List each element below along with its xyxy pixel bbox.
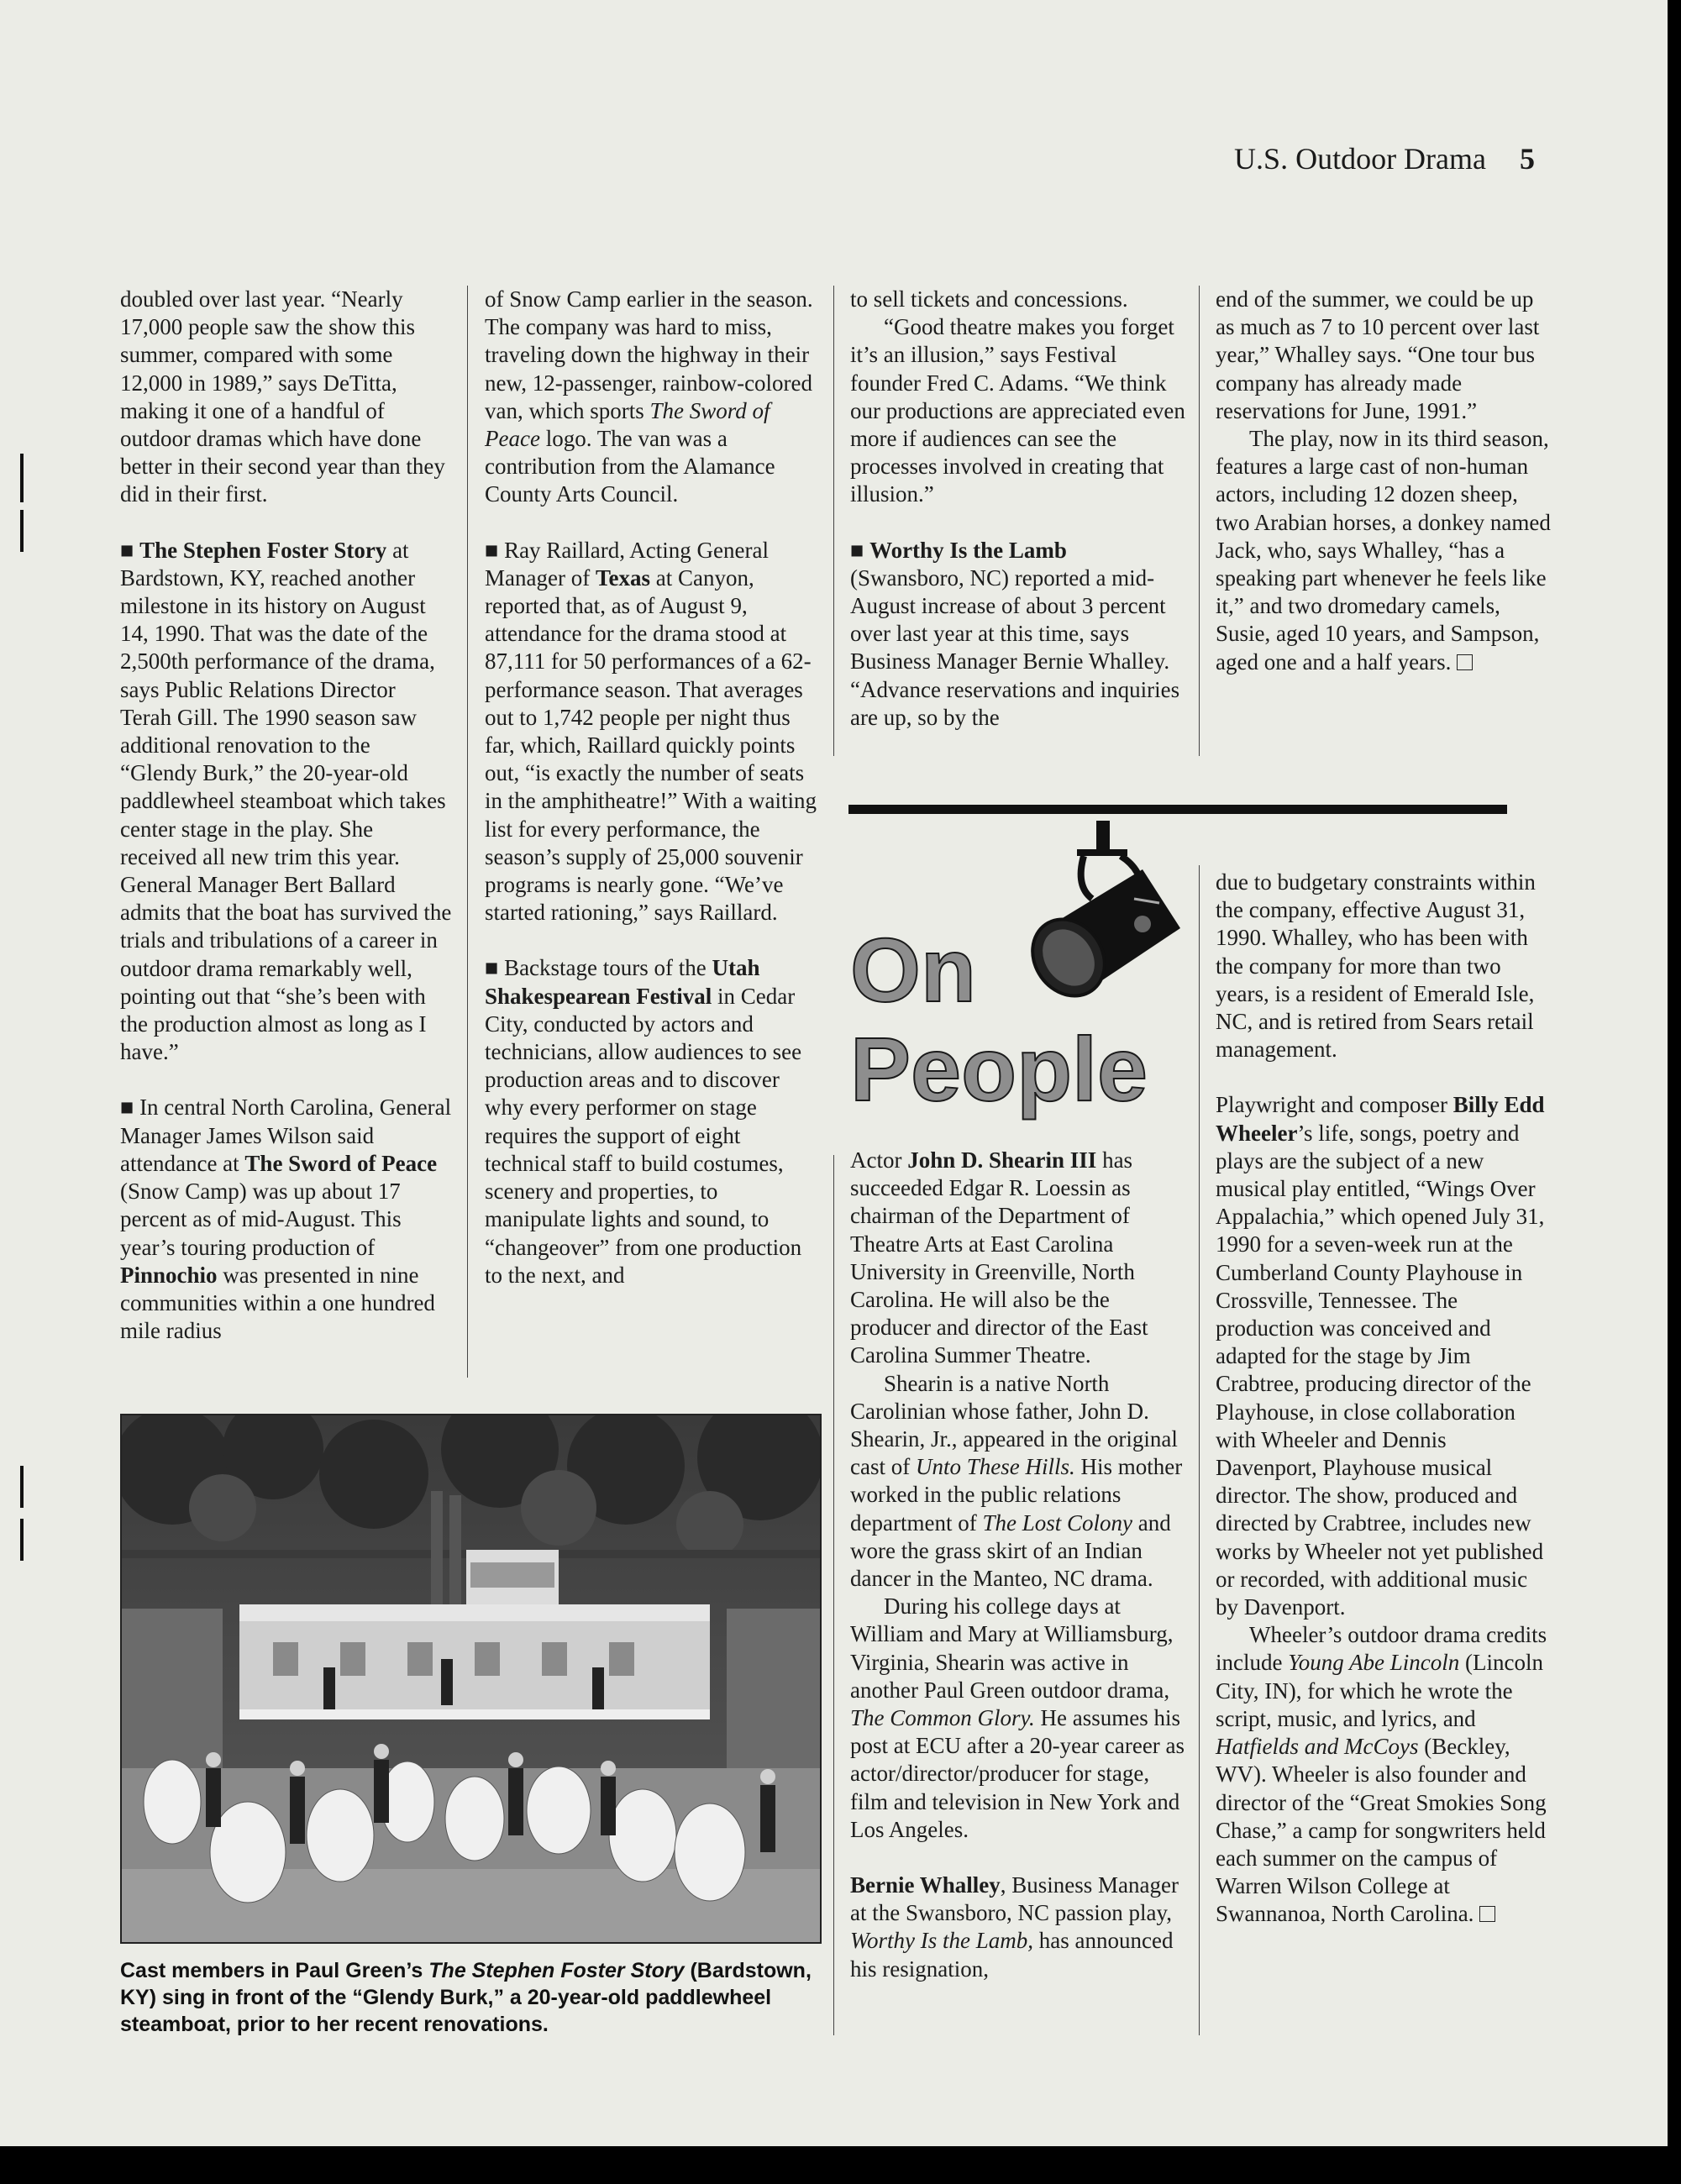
column-rule [467, 286, 468, 1378]
paragraph: “Good theatre makes you forget it’s an illusion,” says Festival founder Fred C. Adams. “We think our productions are appreciated even more if audiences can see the processes involved in creating that illusion.” [850, 314, 1185, 507]
bullet-icon: ■ [120, 537, 134, 563]
drama-title: Utah Shakespearean Festival [485, 955, 760, 1009]
paragraph: ■ In central North Carolina, General Manager James Wilson said attendance at The Sword of Peace (Snow Camp) was up about 17 percent as of mid-August. This year’s touring production of Pinnochio was presented in nine communities within a one hundred mile radius [120, 1095, 452, 1344]
paragraph: due to budgetary constraints within the company, effective August 31, 1990. Whalley, who has been with the company for more than two years, is a resident of Emerald Isle, NC, and is retired from Sears retail management. [1216, 869, 1536, 1063]
bullet-icon: ■ [850, 537, 864, 563]
paragraph: Shearin is a native North Carolinian whose father, John D. Shearin, Jr., appeared in the original cast of Unto These Hills. His mother worked in the public relations department of The Lost Colony and wore the grass skirt of an Indian dancer in the Manteo, NC drama. [850, 1370, 1183, 1592]
binding-mark [20, 1519, 24, 1561]
person-name: Billy Edd Wheeler [1216, 1092, 1545, 1146]
column-rule [833, 286, 834, 756]
drama-title: The Stephen Foster Story [139, 537, 387, 563]
section-title [850, 919, 1148, 1120]
paragraph: Playwright and composer Billy Edd Wheeler’s life, songs, poetry and plays are the subject of a new musical play entitled, “Wings Over Appalachia,” which opened July 31, 1990 for a seven-week run at the Cumberland County Playhouse in Crossville, Tennessee. The production was conceived and adapted for the stage by Jim Crabtree, producing director of the Playhouse, in close collaboration with Wheeler and Dennis Davenport, Playhouse musical director. The show, produced and directed by Crabtree, includes new works by Wheeler not yet published or recorded, with additional music by Davenport. [1216, 1092, 1545, 1620]
drama-title: The Sword of Peace [244, 1150, 438, 1176]
bullet-icon: ■ [485, 537, 499, 563]
column-3 [850, 286, 1186, 732]
section-rule [848, 805, 1507, 814]
paragraph: doubled over last year. “Nearly 17,000 people saw the show this summer, compared with some 12,000 in 1989,” says DeTitta, making it one of a handful of outdoor dramas which have done better in their second year than they did in their first. [120, 286, 445, 507]
paragraph: Wheeler’s outdoor drama credits include Young Abe Lincoln (Lincoln City, IN), for which he wrote the script, music, and lyrics, and Hatfields and McCoys (Beckley, WV). Wheeler is also founder and director of the “Great Smokies Song Chase,” a camp for songwriters held each summer on the campus of Warren Wilson College at Swannanoa, North Carolina. [1216, 1622, 1547, 1927]
paragraph: ■ Backstage tours of the Utah Shakespearean Festival in Cedar City, conducted by actors and technicians, allow audiences to see production areas and to discover why every performer on stage requires the support of eight technical staff to build costumes, scenery and properties, to manipulate lights and sound, to “changeover” from one production to the next, and [485, 955, 802, 1288]
paragraph: ■ Ray Raillard, Acting General Manager of Texas at Canyon, reported that, as of August 9, attendance for the drama stood at 87,111 for 50 performances of a 62-performance season. That averages out to 1,742 people per night thus far, which, Raillard quickly points out, “is exactly the number of seats in the amphitheatre!” With a waiting list for every performance, the season’s supply of 25,000 souvenir programs is nearly gone. “We’ve started rationing,” says Raillard. [485, 537, 817, 926]
binding-mark [20, 510, 24, 552]
column-rule [1199, 865, 1200, 2035]
paragraph: Actor John D. Shearin III has succeeded Edgar R. Loessin as chairman of the Department of Theatre Arts at East Carolina University in Greenville, North Carolina. He will also be the producer and director of the East Carolina Summer Theatre. [850, 1147, 1148, 1368]
header-title: U.S. Outdoor Drama [1234, 142, 1486, 176]
end-mark-icon [1479, 1906, 1495, 1922]
column-3-people [850, 1147, 1186, 1983]
end-mark-icon [1457, 654, 1473, 670]
bullet-icon: ■ [485, 955, 499, 981]
steamboat-photo [120, 1414, 822, 1944]
running-header [1234, 141, 1535, 176]
column-1 [120, 286, 452, 1345]
drama-title: Pinnochio [120, 1262, 218, 1288]
drama-title: Worthy Is the Lamb [869, 537, 1067, 563]
steamboat-photo-image [122, 1415, 820, 1942]
paragraph: to sell tickets and concessions. [850, 286, 1128, 312]
bullet-icon: ■ [120, 1095, 134, 1121]
paragraph: ■ The Stephen Foster Story at Bardstown, KY, reached another milestone in its history on August 14, 1990. That was the date of the 2,500th performance of the drama, says Public Relations Director Terah Gill. The 1990 season saw additional renovation to the “Glendy Burk,” the 20-year-old paddlewheel steamboat which takes center stage in the play. She received all new trim this year. General Manager Bert Ballard admits that the boat has survived the trials and tribulations of a career in outdoor drama remarkably well, pointing out that “she’s been with the production almost as long as I have.” [120, 537, 452, 1065]
paragraph: During his college days at William and Mary at Williamsburg, Virginia, Shearin was active in another Paul Green outdoor drama, The Common Glory. He assumes his post at ECU after a 20-year career as actor/director/producer for stage, film and television in New York and Los Angeles. [850, 1593, 1185, 1842]
column-rule [1199, 286, 1200, 756]
binding-mark [20, 1466, 24, 1508]
section-title-line2: People [850, 1018, 1148, 1120]
column-2 [485, 286, 821, 1289]
drama-title: Texas [595, 564, 650, 591]
photo-caption: Cast members in Paul Green’s The Stephen Foster Story (Bardstown, KY) sing in front of the “Glendy Burk,” a 20-year-old paddlewheel steamboat, prior to her recent renovations. [120, 1959, 812, 2036]
binding-mark [20, 454, 24, 502]
person-name: Bernie Whalley [850, 1872, 1001, 1898]
section-title-line1: On [850, 919, 976, 1021]
paragraph: end of the summer, we could be up as much as 7 to 10 percent over last year,” Whalley says. “One tour bus company has already made reservations for June, 1991.” [1216, 286, 1540, 423]
column-rule [833, 1155, 834, 2035]
column-4-people [1216, 869, 1552, 1929]
page-number: 5 [1520, 142, 1535, 176]
column-4 [1216, 286, 1552, 676]
paragraph: Bernie Whalley, Business Manager at the Swansboro, NC passion play, Worthy Is the Lamb, has announced his resignation, [850, 1872, 1179, 1982]
person-name: John D. Shearin III [907, 1147, 1097, 1173]
paragraph: of Snow Camp earlier in the season. The company was hard to miss, traveling down the highway in their new, 12-passenger, rainbow-colored van, which sports The Sword of Peace logo. The van was a contribution from the Alamance County Arts Council. [485, 286, 813, 507]
paragraph: The play, now in its third season, features a large cast of non-human actors, including 12 dozen sheep, two Arabian horses, a donkey named Jack, who, says Whalley, “has a speaking part whenever he feels like it,” and two dromedary camels, Susie, aged 10 years, and Sampson, aged one and a half years. [1216, 426, 1551, 675]
paragraph: ■ Worthy Is the Lamb (Swansboro, NC) reported a mid-August increase of about 3 percent over last year at this time, says Business Manager Bernie Whalley. “Advance reservations and inquiries are up, so by the [850, 537, 1180, 730]
